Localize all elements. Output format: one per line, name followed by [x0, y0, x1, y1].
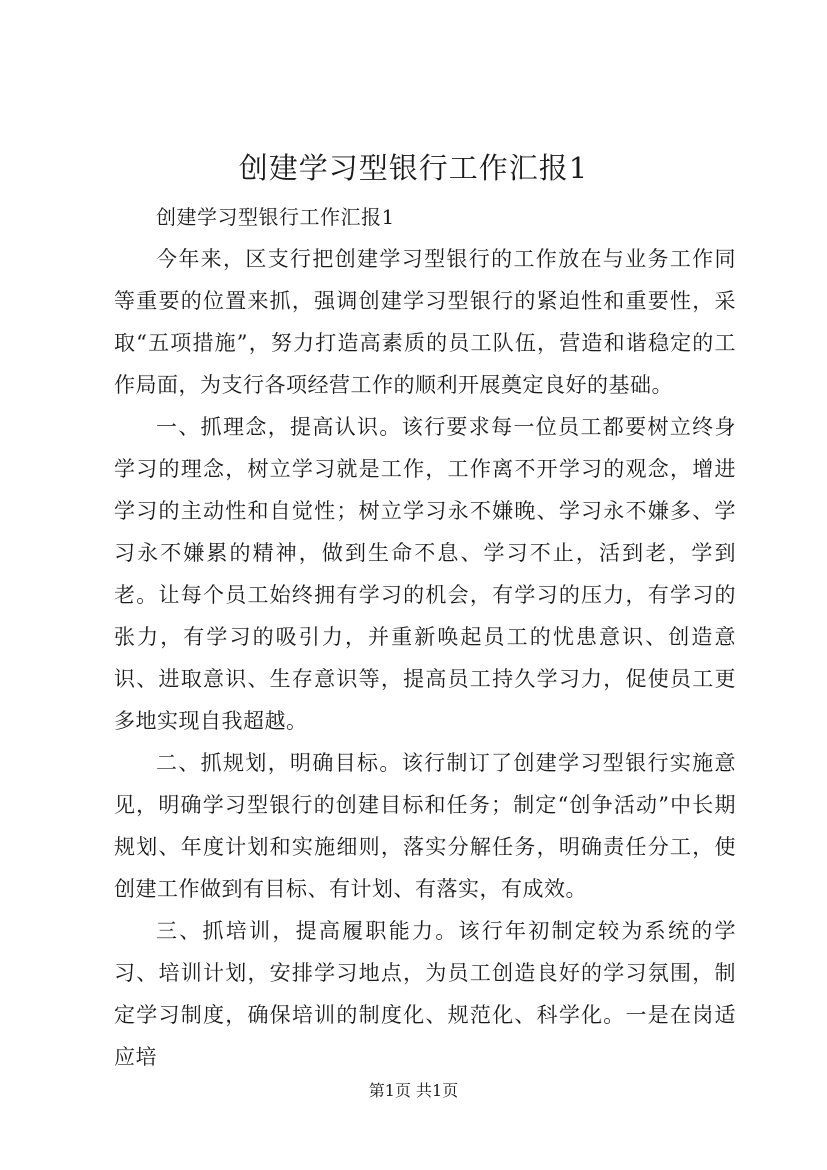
paragraph-intro: 今年来，区支行把创建学习型银行的工作放在与业务工作同等重要的位置来抓，强调创建学习型银行的紧迫性和重要性，采取“五项措施”，努力打造高素质的员工队伍，营造和谐稳定的工作局面，为支行各项经营工作的顺利开展奠定良好的基础。 — [114, 247, 736, 397]
page-footer: 第1页 共1页 — [368, 1081, 459, 1100]
document-body — [114, 196, 736, 1078]
document-subtitle: 创建学习型银行工作汇报1 — [156, 205, 395, 229]
paragraph-section-2: 二、抓规划，明确目标。该行制订了创建学习型银行实施意见，明确学习型银行的创建目标和任务；制定“创争活动”中长期规划、年度计划和实施细则，落实分解任务，明确责任分工，使创建工作做到有目标、有计划、有落实，有成效。 — [114, 751, 736, 901]
document-title: 创建学习型银行工作汇报1 — [238, 151, 589, 185]
paragraph-section-3: 三、抓培训，提高履职能力。该行年初制定较为系统的学习、培训计划，安排学习地点，为员工创造良好的学习氛围，制定学习制度，确保培训的制度化、规范化、科学化。一是在岗适应培 — [114, 919, 736, 1069]
paragraph-section-1: 一、抓理念，提高认识。该行要求每一位员工都要树立终身学习的理念，树立学习就是工作，工作离不开学习的观念，增进学习的主动性和自觉性；树立学习永不嫌晚、学习永不嫌多、学习永不嫌累的精神，做到生命不息、学习不止，活到老，学到老。让每个员工始终拥有学习的机会，有学习的压力，有学习的张力，有学习的吸引力，并重新唤起员工的忧患意识、创造意识、进取意识、生存意识等，提高员工持久学习力，促使员工更多地实现自我超越。 — [114, 415, 736, 733]
